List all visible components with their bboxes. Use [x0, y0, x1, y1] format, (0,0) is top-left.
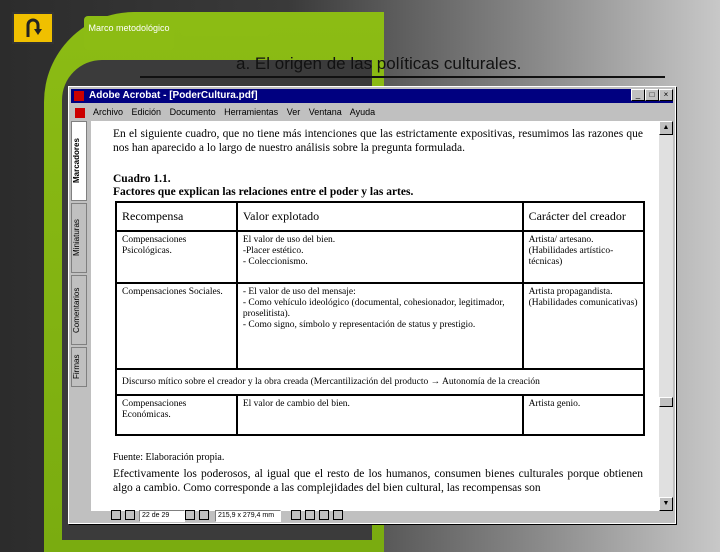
table-cell: Compensaciones Económicas. [116, 395, 237, 435]
menu-ayuda[interactable]: Ayuda [349, 107, 376, 117]
facing-icon[interactable] [319, 510, 329, 520]
table-cell: Artista genio. [523, 395, 644, 435]
title-underline [140, 76, 665, 78]
table-title-1: Cuadro 1.1. [113, 173, 171, 185]
closing-paragraph: Efectivamente los poderosos, al igual que el resto de los humanos, consumen bienes culturales porque obtienen algo a cambio. Como corresponde a las complejidades del bien cultural, las recompensas son [113, 468, 643, 494]
nav-tab-marco-metodologico[interactable] [84, 16, 174, 50]
u-turn-arrow-icon [22, 17, 44, 39]
menu-archivo[interactable]: Archivo [93, 107, 124, 117]
next-page-icon[interactable] [185, 510, 195, 520]
menu-documento[interactable]: Documento [169, 107, 216, 117]
file-name: [PoderCultura.pdf] [169, 90, 258, 101]
table-cell: El valor de uso del bien. -Placer estético. - Coleccionismo. [237, 231, 523, 283]
maximize-button[interactable]: □ [645, 89, 659, 101]
menu-ver[interactable]: Ver [286, 107, 301, 117]
last-page-icon[interactable] [199, 510, 209, 520]
status-bar [71, 509, 673, 521]
page-indicator[interactable]: 22 de 29 [139, 510, 185, 522]
table-header-cell: Recompensa [116, 202, 237, 231]
app-name: Adobe Acrobat [89, 90, 161, 101]
side-tabs [71, 121, 89, 511]
scroll-up-button[interactable]: ▲ [659, 121, 673, 135]
close-button[interactable]: × [659, 89, 673, 101]
table-cell: Artista propagandista. (Habilidades comunicativas) [523, 283, 644, 369]
menu-edicion[interactable]: Edición [131, 107, 162, 117]
nav-tab-label: Marco metodológico [88, 23, 170, 33]
table-cell: Artista/ artesano. (Habilidades artístico-técnicas) [523, 231, 644, 283]
page-size: 215,9 x 279,4 mm [215, 510, 281, 522]
tab-miniaturas[interactable]: Miniaturas [71, 203, 87, 273]
table-cell: Compensaciones Psicológicas. [116, 231, 237, 283]
table-row [116, 369, 644, 395]
continuous-icon[interactable] [305, 510, 315, 520]
first-page-icon[interactable] [111, 510, 121, 520]
minimize-button[interactable]: _ [631, 89, 645, 101]
table-header-cell: Valor explotado [237, 202, 523, 231]
table-header-row [116, 202, 644, 231]
slide-title: a. El origen de las políticas culturales. [236, 54, 522, 73]
scroll-thumb[interactable] [659, 397, 673, 407]
table-cell-span: Discurso mítico sobre el creador y la obra creada (Mercantilización del producto → Autonomía de la creación [116, 369, 644, 395]
tab-comentarios[interactable]: Comentarios [71, 275, 87, 345]
acrobat-window [68, 86, 676, 524]
document-page [91, 121, 659, 511]
table-cell: - El valor de uso del mensaje: - Como vehículo ideológico (documental, cohesionador, legitimador, proselitista). - Como signo, símbolo y representación de status y prestigio. [237, 283, 523, 369]
source-note: Fuente: Elaboración propia. [113, 452, 225, 463]
intro-paragraph: En el siguiente cuadro, que no tiene más intenciones que las estrictamente expositivas, resumimos las razones que nos han aparecido a lo largo de nuestro análisis sobre la pregunta formulada. [113, 128, 643, 154]
menu-herramientas[interactable]: Herramientas [224, 107, 279, 117]
tab-firmas[interactable]: Firmas [71, 347, 87, 387]
table-row [116, 395, 644, 435]
table-cell: El valor de cambio del bien. [237, 395, 523, 435]
zoom-icon[interactable] [333, 510, 343, 520]
table-title-2: Factores que explican las relaciones entre el poder y las artes. [113, 186, 414, 198]
nav-tab-blank[interactable] [180, 12, 270, 36]
factors-table [115, 201, 645, 436]
menu-ventana[interactable]: Ventana [308, 107, 342, 117]
doc-icon [75, 108, 85, 118]
table-cell: Compensaciones Sociales. [116, 283, 237, 369]
acrobat-icon [74, 91, 84, 101]
single-page-icon[interactable] [291, 510, 301, 520]
scroll-down-button[interactable]: ▼ [659, 497, 673, 511]
back-arrow-button[interactable] [12, 12, 54, 44]
table-header-cell: Carácter del creador [523, 202, 644, 231]
vertical-scrollbar[interactable] [659, 121, 673, 511]
table-row [116, 231, 644, 283]
table-row [116, 283, 644, 369]
prev-page-icon[interactable] [125, 510, 135, 520]
tab-marcadores[interactable]: Marcadores [71, 121, 87, 201]
window-titlebar: Adobe Acrobat - [PoderCultura.pdf] [71, 89, 673, 103]
menu-bar [71, 105, 673, 119]
